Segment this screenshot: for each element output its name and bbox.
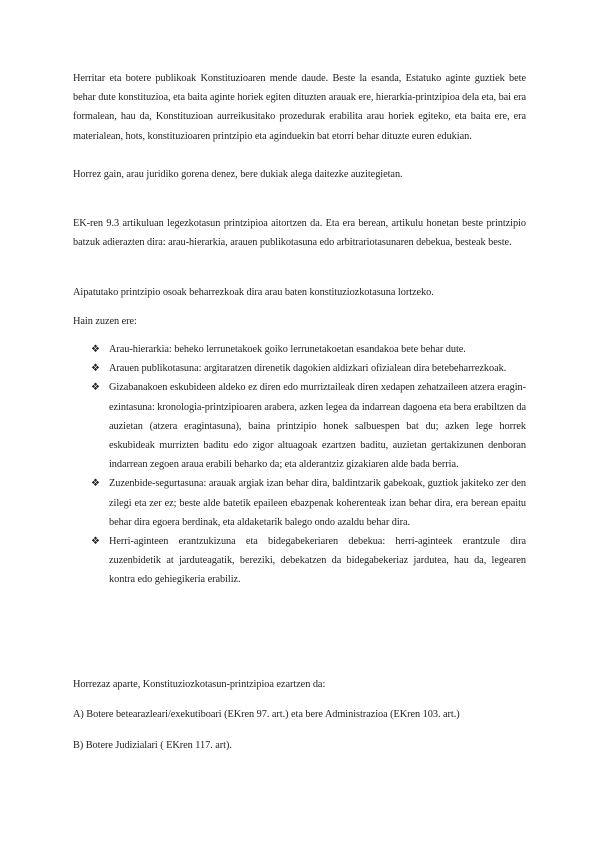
- list-item: [91, 474, 526, 532]
- diamond-bullet-icon: ❖: [91, 344, 100, 355]
- list-item: [91, 359, 526, 378]
- list-item-text: Arauen publikotasuna: argitaratzen direnetik dagokien aldizkari ofizialean dira betebeharrezkoak.: [109, 363, 507, 375]
- list-item-text: Herri-aginteen erantzukizuna eta bidegabekeriaren debekua: herri-aginteek erantzule dira zuzenbidetik at jarduteagatik, bereziki, debekatzen da bidegabekeriaz jardutea, hau da, legearen kontra edo gehiegikeria erabiliz.: [109, 536, 526, 586]
- diamond-bullet-icon: ❖: [91, 478, 100, 490]
- list-item: [91, 340, 526, 359]
- list-item-text: Arau-hierarkia: beheko lerrunetakoek goiko lerrunetakoetan esandakoa bete behar dute.: [109, 344, 466, 355]
- paragraph-executive-power: A) Botere betearazleari/exekutiboari (EKren 97. art.) eta bere Administrazioa (EKren 103. art.): [73, 709, 460, 720]
- principles-list: [91, 340, 526, 590]
- paragraph-supreme-norm: Horrez gain, arau juridiko gorena denez, bere dukiak alega daitezke auzitegietan.: [73, 169, 403, 180]
- paragraph-hain-zuzen: Hain zuzen ere:: [73, 316, 137, 327]
- paragraph-principles-required: Aipatutako printzipio osoak beharrezkoak dira arau baten konstituziozkotasuna lortzeko.: [73, 287, 434, 298]
- list-item: [91, 378, 526, 474]
- diamond-bullet-icon: ❖: [91, 363, 100, 375]
- list-item-text: Gizabanakoen eskubideen aldeko ez diren edo murriztaileak diren xedapen zehatzaileen atzera eragin-ezintasuna: kronologia-printzipioaren arabera, azken legea da indarrean dagoena eta bera erabiltzen da auzietan (atzera eragintasuna), baina printzipio honek salbuespen bat du; azken lege horrek eskubideak murrizten baditu edo zigor altuagoak ezartzen baditu, auzietan gertakizunen denboran indarrean zegoen araua erabili beharko da; eta alderantziz gizakiaren alde bada berria.: [109, 382, 526, 471]
- list-item-text: Zuzenbide-segurtasuna: arauak argiak izan behar dira, baldintzarik gabekoak, guztiok jakiteko zer den zilegi eta zer ez; beste alde batetik epaileen ebazpenak koherenteak izan behar dira, era berean epaitu behar dira egoera berdinak, eta aldaketarik balego ondo azaldu behar dira.: [109, 478, 526, 528]
- diamond-bullet-icon: ❖: [91, 382, 100, 394]
- paragraph-constitution-subjection: Herritar eta botere publikoak Konstituzioaren mende daude. Beste la esanda, Estatuko aginte guztiek bete behar dute konstituzioa, eta baita aginte horiek egiten dituzten arauak ere, hierarkia-printzipioa dela eta, bai era formalean, hau da, Konstituzioan aurreikusitako prozedurak erabilita arau horiek egiteko, eta baita ere, era materialean, hots, konstituzioaren printzipio eta aginduekin bat etorri behar dituzte euren edukian.: [73, 73, 526, 142]
- paragraph-legality-principle: EK-ren 9.3 artikuluan legezkotasun printzipioa aitortzen da. Eta era berean, artikulu honetan beste printzipio batzuk adierazten dira: arau-hierarkia, arauen publikotasuna edo arbitrariotasunaren debekua, besteak beste.: [73, 218, 526, 249]
- paragraph-judicial-power: B) Botere Judizialari ( EKren 117. art).: [73, 740, 232, 751]
- paragraph-constitutionality-applies: Horrezaz aparte, Konstituziozkotasun-printzipioa ezartzen da:: [73, 679, 326, 690]
- diamond-bullet-icon: ❖: [91, 536, 100, 548]
- list-item: [91, 532, 526, 590]
